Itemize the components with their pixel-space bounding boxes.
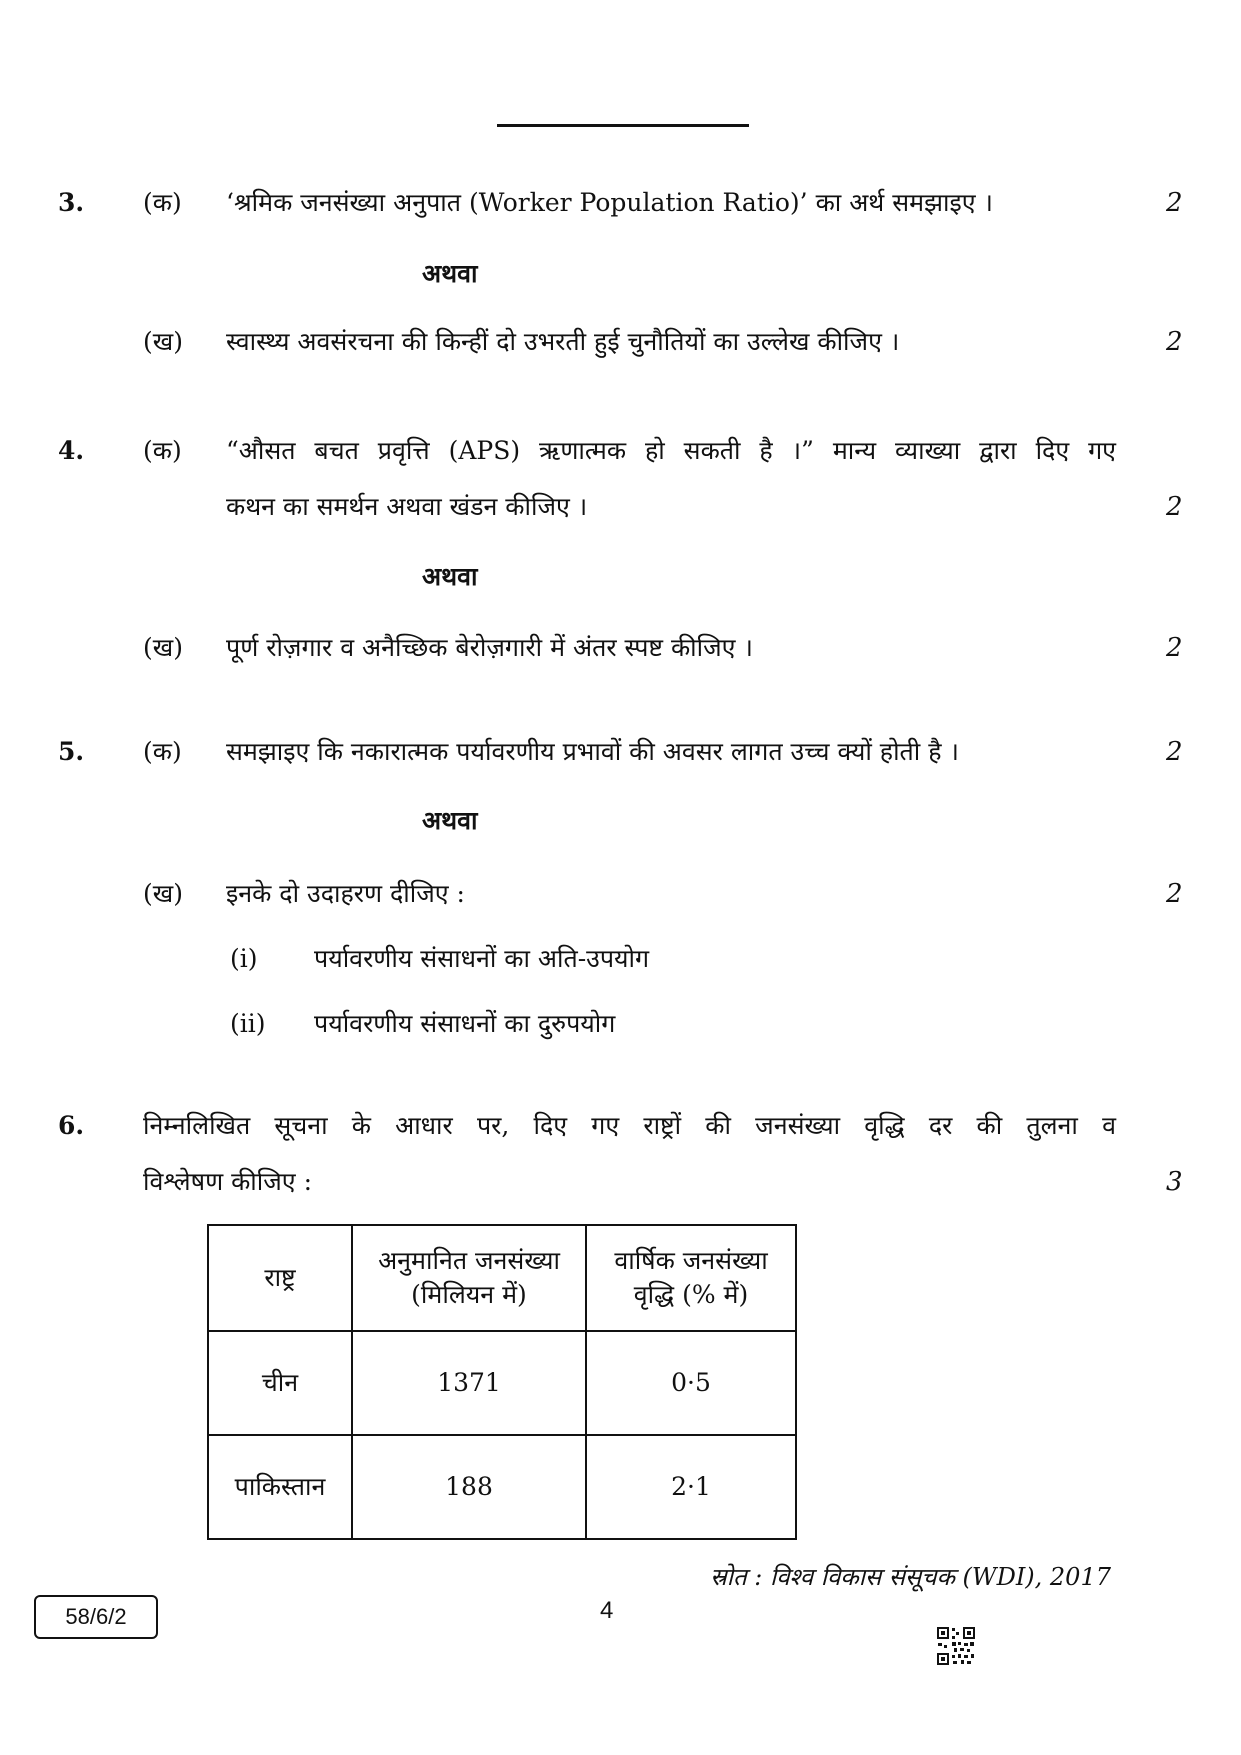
q3-b-marks: 2 (1166, 327, 1183, 357)
table-cell: चीन (208, 1331, 352, 1435)
q6-marks: 3 (1166, 1167, 1183, 1197)
table-header-cell (586, 1225, 796, 1331)
q6-number: 6. (58, 1111, 85, 1140)
population-table (207, 1224, 797, 1540)
q5-sub-label: (ii) (230, 1009, 266, 1038)
q3-b-text: स्वास्थ्य अवसंरचना की किन्हीं दो उभरती हुई चुनौतियों का उल्लेख कीजिए । (226, 327, 900, 356)
q3-or: अथवा (422, 259, 478, 288)
top-rule (497, 124, 749, 127)
table-cell: 1371 (352, 1331, 586, 1435)
header-line: वृद्धि (% में) (633, 1280, 749, 1309)
table-source: स्रोत : विश्व विकास संसूचक (WDI), 2017 (710, 1563, 1111, 1591)
qr-code-icon (936, 1626, 976, 1666)
q5-b-text: इनके दो उदाहरण दीजिए : (226, 879, 465, 908)
q5-sub-text: पर्यावरणीय संसाधनों का अति-उपयोग (314, 944, 650, 973)
header-line: अनुमानित जनसंख्या (378, 1246, 560, 1275)
q4-a-line1: “औसत बचत प्रवृत्ति (APS) ऋणात्मक हो सकती है ।” मान्य व्याख्या द्वारा दिए गए (226, 436, 1116, 465)
q3-a-text: ‘श्रमिक जनसंख्या अनुपात (Worker Population Ratio)’ का अर्थ समझाइए । (226, 188, 993, 217)
q6-line2: विश्लेषण कीजिए : (143, 1167, 312, 1196)
q5-b-label: (ख) (143, 879, 183, 908)
q5-a-label: (क) (143, 737, 182, 766)
q4-b-label: (ख) (143, 633, 183, 662)
table-header-row (208, 1225, 796, 1331)
table-cell: 0·5 (586, 1331, 796, 1435)
header-line: राष्ट्र (264, 1263, 296, 1292)
q3-a-label: (क) (143, 188, 182, 217)
q4-number: 4. (58, 436, 85, 465)
q5-a-text: समझाइए कि नकारात्मक पर्यावरणीय प्रभावों की अवसर लागत उच्च क्यों होती है । (226, 737, 959, 766)
q4-b-marks: 2 (1166, 633, 1183, 663)
q5-sub-label: (i) (230, 944, 258, 973)
q3-number: 3. (58, 188, 85, 217)
q5-b-marks: 2 (1166, 879, 1183, 909)
page-number: 4 (600, 1597, 614, 1624)
q4-or: अथवा (422, 562, 478, 591)
table-row (208, 1435, 796, 1539)
table-header-cell (208, 1225, 352, 1331)
q4-a-label: (क) (143, 436, 182, 465)
q4-b-text: पूर्ण रोज़गार व अनैच्छिक बेरोज़गारी में अंतर स्पष्ट कीजिए । (226, 633, 753, 662)
q4-a-marks: 2 (1166, 492, 1183, 522)
header-line: (मिलियन में) (411, 1280, 527, 1309)
table-header-cell (352, 1225, 586, 1331)
table-row (208, 1331, 796, 1435)
q3-a-marks: 2 (1166, 188, 1183, 218)
q5-number: 5. (58, 737, 85, 766)
paper-code-badge: 58/6/2 (34, 1595, 158, 1639)
q6-line1: निम्नलिखित सूचना के आधार पर, दिए गए राष्ट्रों की जनसंख्या वृद्धि दर की तुलना व (143, 1111, 1116, 1140)
header-line: वार्षिक जनसंख्या (614, 1246, 768, 1275)
table-cell: 2·1 (586, 1435, 796, 1539)
q5-a-marks: 2 (1166, 737, 1183, 767)
q3-b-label: (ख) (143, 327, 183, 356)
table-cell: पाकिस्तान (208, 1435, 352, 1539)
q5-sub-text: पर्यावरणीय संसाधनों का दुरुपयोग (314, 1009, 616, 1038)
q5-or: अथवा (422, 806, 478, 835)
table-cell: 188 (352, 1435, 586, 1539)
q4-a-line2: कथन का समर्थन अथवा खंडन कीजिए । (226, 492, 588, 521)
